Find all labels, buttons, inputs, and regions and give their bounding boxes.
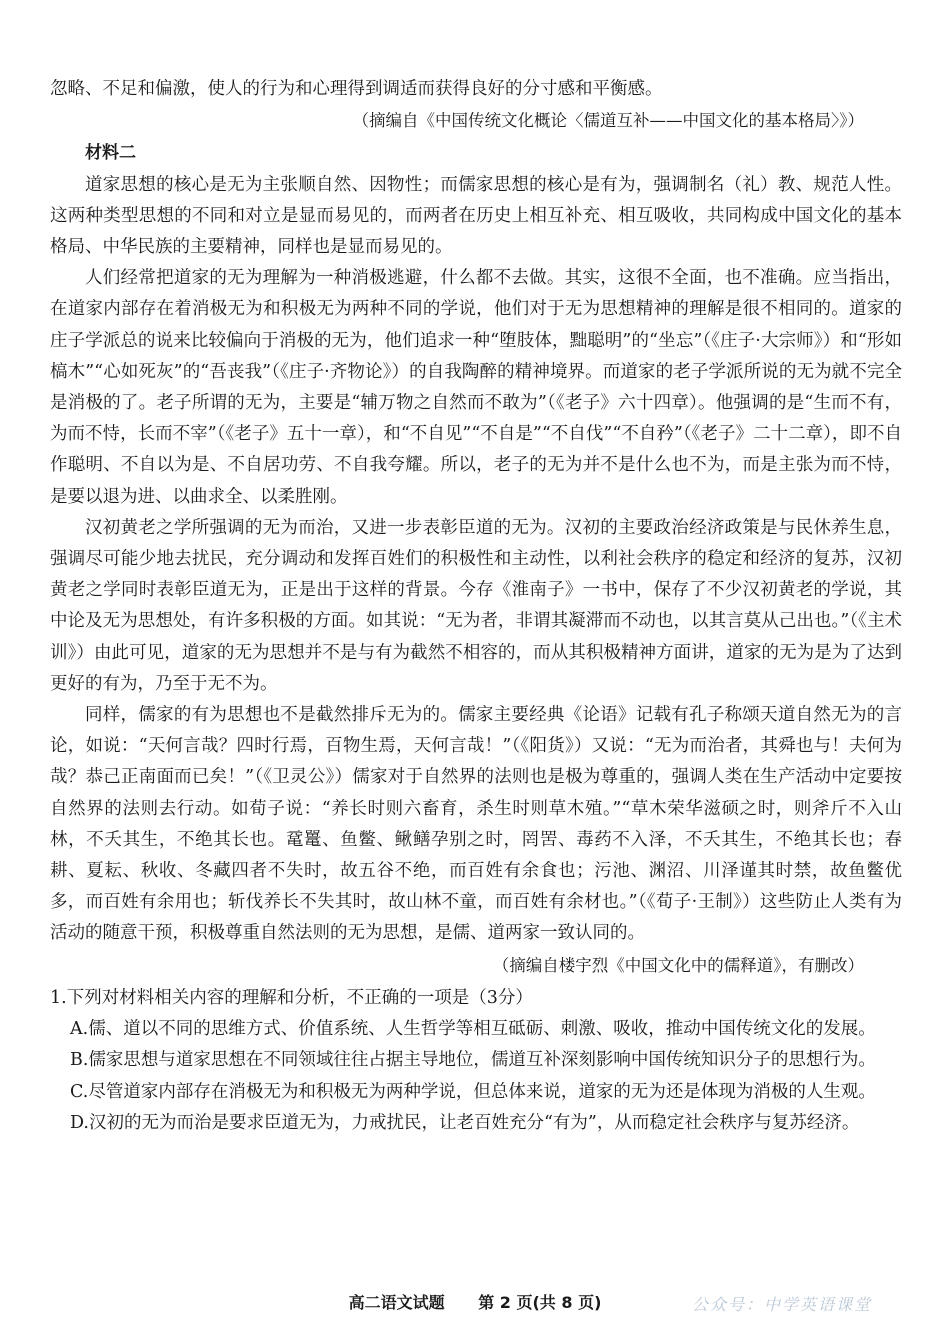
paragraph: 人们经常把道家的无为理解为一种消极逃避，什么都不去做。其实，这很不全面，也不准确。应当指出，在道家内部存在着消极无为和积极无为两种不同的学说，他们对于无为思想精神的理解是很不相同的。道家的庄子学派总的说来比较偏向于消极的无为，他们追求一种“堕肢体，黜聪明”的“坐忘”（《庄子·大宗师》）和“形如槁木”“心如死灰”的“吾丧我”（《庄子·齐物论》）的自我陶醉的精神境界。而道家的老子学派所说的无为就不完全是消极的了。老子所谓的无为，主要是“辅万物之自然而不敢为”（《老子》六十四章）。他强调的是“生而不有，为而不恃，长而不宰”（《老子》五十一章），和“不自见”“不自是”“不自伐”“不自矜”（《老子》二十二章），即不自作聪明、不自以为是、不自居功劳、不自我夸耀。所以，老子的无为并不是什么也不为，而是主张为而不恃，是要以退为进、以曲求全、以柔胜刚。 [50, 268, 902, 507]
option-b: B.儒家思想与道家思想在不同领域往往占据主导地位，儒道互补深刻影响中国传统知识分子的思想行为。 [70, 1050, 876, 1071]
material-heading: 材料二 [85, 143, 136, 164]
page-body [50, 74, 902, 1139]
option-c: C.尽管道家内部存在消极无为和积极无为两种学说，但总体来说，道家的无为还是体现为消极的人生观。 [70, 1081, 876, 1102]
watermark: 公众号：中学英语课堂 [691, 1295, 872, 1314]
source-citation-2: （摘编自楼宇烈《中国文化中的儒释道》，有删改） [492, 955, 864, 975]
option-d: D.汉初的无为而治是要求臣道无为，力戒扰民，让老百姓充分“有为”，从而稳定社会秩序与复苏经济。 [70, 1112, 860, 1133]
paragraph: 道家思想的核心是无为主张顺自然、因物性；而儒家思想的核心是有为，强调制名（礼）教、规范人性。这两种类型思想的不同和对立是显而易见的，而两者在历史上相互补充、相互吸收，共同构成中国文化的基本格局、中华民族的主要精神，同样也是显而易见的。 [50, 174, 902, 258]
page-number: 第 2 页(共 8 页) [478, 1293, 602, 1312]
paragraph: 汉初黄老之学所强调的无为而治，又进一步表彰臣道的无为。汉初的主要政治经济政策是与民休养生息，强调尽可能少地去扰民，充分调动和发挥百姓们的积极性和主动性，以利社会秩序的稳定和经济的复苏，汉初黄老之学同时表彰臣道无为，正是出于这样的背景。今存《淮南子》一书中，保存了不少汉初黄老的学说，其中论及无为思想处，有许多积极的方面。如其说：“无为者，非谓其凝滞而不动也，以其言莫从己出也。”（《主术训》）由此可见，道家的无为思想并不是与有为截然不相容的，而从其积极精神方面讲，道家的无为是为了达到更好的有为，乃至于无不为。 [50, 517, 902, 694]
source-citation-1: （摘编自《中国传统文化概论〈儒道互补——中国文化的基本格局〉》） [352, 111, 864, 131]
exam-title: 高二语文试题 [348, 1293, 445, 1312]
continuation-text: 忽略、不足和偏激，使人的行为和心理得到调适而获得良好的分寸感和平衡感。 [50, 79, 663, 99]
paragraph: 同样，儒家的有为思想也不是截然排斥无为的。儒家主要经典《论语》记载有孔子称颂天道自然无为的言论，如说：“天何言哉？四时行焉，百物生焉，天何言哉！”（《阳货》）又说：“无为而治者，其舜也与！夫何为哉？恭己正南面而已矣！”（《卫灵公》）儒家对于自然界的法则也是极为尊重的，强调人类在生产活动中定要按自然界的法则去行动。如荀子说：“养长时则六畜育，杀生时则草木殖。”“草木荣华滋硕之时，则斧斤不入山林，不夭其生，不绝其长也。鼋鼍、鱼鳖、鳅鳝孕别之时，罔罟、毒药不入泽，不夭其生，不绝其长也；春耕、夏耘、秋收、冬藏四者不失时，故五谷不绝，而百姓有余食也；污池、渊沼、川泽谨其时禁，故鱼鳖优多，而百姓有余用也；斩伐养长不失其时，故山林不童，而百姓有余材也。”（《荀子·王制》）这些防止人类有为活动的随意干预，积极尊重自然法则的无为思想，是儒、道两家一致认同的。 [50, 705, 902, 944]
option-a: A.儒、道以不同的思维方式、价值系统、人生哲学等相互砥砺、刺激、吸收，推动中国传统文化的发展。 [70, 1019, 876, 1040]
question-stem: 1.下列对材料相关内容的理解和分析，不正确的一项是（3分） [50, 987, 533, 1008]
